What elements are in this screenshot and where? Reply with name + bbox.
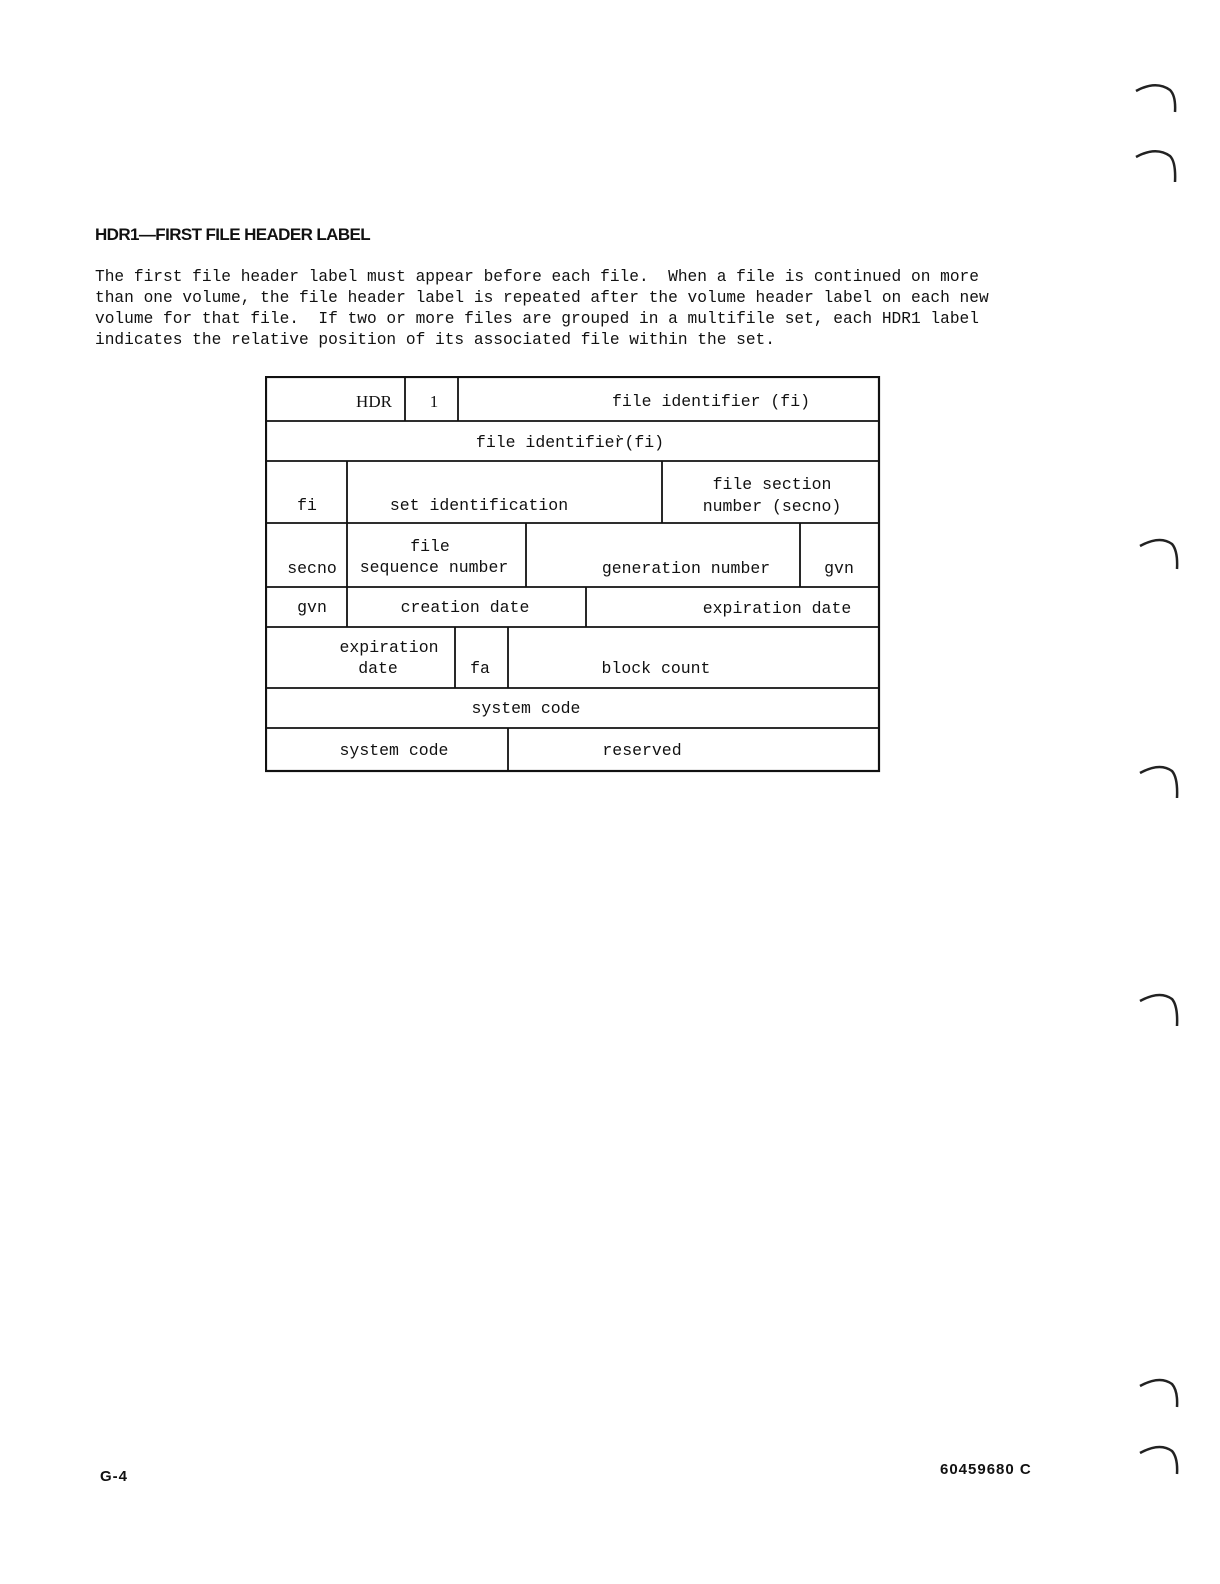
cell-file-section-number: number (secno): [702, 497, 842, 516]
binder-hole-mark-icon: [1138, 990, 1186, 1030]
hdr1-label-diagram: [265, 376, 881, 773]
cell-file-identifier-cont: file identifier̀(fi): [475, 433, 665, 452]
cell-label-number: 1: [429, 392, 439, 411]
cell-expiration-date-cont: date: [358, 659, 398, 678]
binder-hole-mark-icon: [1138, 1375, 1186, 1415]
cell-block-count: block count: [601, 659, 711, 678]
cell-secno: secno: [287, 559, 337, 578]
cell-system-code-cont: system code: [339, 741, 449, 760]
cell-file-identifier: file identifier (fi): [611, 392, 811, 411]
intro-line: indicates the relative position of its associated file within the set.: [95, 331, 775, 349]
binder-hole-mark-icon: [1134, 80, 1182, 120]
page-number: G-4: [100, 1468, 129, 1485]
cell-gvn: gvn: [297, 598, 327, 617]
binder-hole-mark-icon: [1138, 762, 1186, 802]
cell-system-code: system code: [471, 699, 581, 718]
intro-line: than one volume, the file header label is repeated after the volume header label on each new: [95, 289, 989, 307]
intro-paragraph: [95, 267, 1045, 351]
cell-file-sequence-number: sequence number: [359, 558, 509, 577]
intro-line: volume for that file. If two or more files are grouped in a multifile set, each HDR1 label: [95, 310, 979, 328]
section-heading: HDR1—FIRST FILE HEADER LABEL: [95, 225, 371, 244]
binder-hole-mark-icon: [1138, 535, 1186, 575]
cell-expiration-date: expiration date: [702, 599, 852, 618]
cell-gvn: gvn: [824, 559, 854, 578]
document-number: 60459680 C: [940, 1461, 1032, 1478]
cell-file-section-number: file section: [712, 475, 832, 494]
binder-hole-mark-icon: [1138, 1442, 1186, 1482]
cell-hdr: HDR: [356, 392, 392, 411]
binder-hole-mark-icon: [1134, 146, 1182, 186]
cell-creation-date: creation date: [400, 598, 530, 617]
cell-file-sequence-number: file: [410, 537, 450, 556]
cell-fi: fi: [297, 496, 317, 515]
cell-reserved: reserved: [602, 741, 682, 760]
cell-generation-number: generation number: [601, 559, 771, 578]
cell-expiration-date-cont: expiration: [339, 638, 439, 657]
cell-fa: fa: [470, 659, 490, 678]
intro-line: The first file header label must appear before each file. When a file is continued on more: [95, 268, 979, 286]
cell-set-identification: set identification: [389, 496, 569, 515]
